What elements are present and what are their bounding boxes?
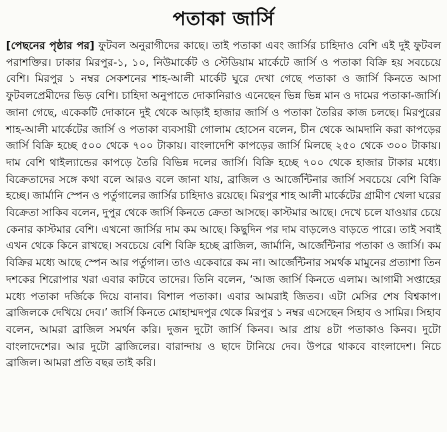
continuation-marker: [পেছনের পৃষ্ঠার পর]	[6, 40, 95, 52]
article-headline: পতাকা জার্সি	[172, 8, 275, 30]
article-body	[6, 38, 441, 372]
article-body-text: ফুটবল অনুরাগীদের কাছে। তাই পতাকা এবং জার্সির চাহিদাও বেশি এই দুই ফুটবল পরাশক্তির। ঢাকার মিরপুর-১, ১০, নিউমার্কেট ও স্টেডিয়াম মার্কেটে জার্সি ও পতাকা বিক্রি হয় সবচেয়ে বেশি। মিরপুর ১ নম্বর সেকশনের শাহ-আলী মার্কেট ঘুরে দেখা গেছে পতাকা ও জার্সি কিনতে আসা ফুটবলপ্রেমীদের ভিড় বেশি। চাহিদা অনুপাতে দোকানিরাও এনেছেন ভিন্ন ভিন্ন মান ও দামের পতাকা-জার্সি। জানা গেছে, একেকটি দোকানে দুই থেকে আড়াই হাজার জার্সি ও পতাকা তৈরির কাজ চলছে। মিরপুরের শাহ-আলী মার্কেটের জার্সি ও পতাকা ব্যবসায়ী গোলাম হোসেন বলেন, চীন থেকে আমদানি করা কাপড়ের জার্সি বিক্রি হচ্ছে ৫০০ থেকে ৭০০ টাকায়। বাংলাদেশি কাপড়ের জার্সি মিলছে ২৫০ থেকে ৩০০ টাকায়। দাম বেশি থাইল্যান্ডের কাপড়ে তৈরি বিভিন্ন দলের জার্সি। বিক্রি হচ্ছে ৭০০ থেকে হাজার টাকার মধ্যে। বিক্রেতাদের সঙ্গে কথা বলে আরও বলে জানা যায়, ব্রাজিল ও আর্জেন্টিনার জার্সি সবচেয়ে বেশি বিক্রি হচ্ছে। জার্মানি স্পেন ও পর্তুগালের জার্সির চাহিদাও রয়েছে। মিরপুর শাহ আলী মার্কেটের গ্রামীণ খেলা ঘরের বিক্রেতা সাকিব বলেন, দুপুর থেকে জার্সি কিনতে ক্রেতা আসছে। কাস্টমার আছে। দেখে চলে যাওয়ার চেয়ে কেনার কাস্টমার বেশি। এখনো জার্সির দাম কম আছে। কিছুদিন পর দাম বাড়লেও বাড়তে পারে। তাই সবাই এখন থেকে কিনে রাখছে। সবচেয়ে বেশি বিক্রি হচ্ছে ব্রাজিল, জার্মানি, আর্জেন্টিনার পতাকা ও জার্সি। কম বিক্রির মধ্যে আছে স্পেন আর পর্তুগাল। তাও একেবারে কম না। আর্জেন্টিনার সমর্থক মামুনের প্রত্যাশা তিন দশকের শিরোপার খরা এবার কাটবে তাদের। তিনি বলেন, ‘আজ জার্সি কিনতে এলাম। আগামী সপ্তাহের মধ্যে পতাকা দর্জিকে দিয়ে বানাব। বিশাল পতাকা। এবার আমরাই জিতব। এটা মেসির শেষ বিশ্বকাপ। ব্রাজিলকে দেখিয়ে দেব।’ জার্সি কিনতে মোহাম্মদপুর থেকে মিরপুর ১ নম্বর এসেছেন সিহাব ও সামির। সিহাব বলেন, আমরা ব্রাজিল সমর্থন করি। দুজন দুটো জার্সি কিনব। আর প্রায় ৪টা পতাকাও কিনব। দুটো বাংলাদেশের। আর দুটো ব্রাজিলের। বারান্দায় ও ছাদে টানিয়ে দেব। উপরে থাকবে বাংলাদেশ। নিচে ব্রাজিল। আমরা প্রতি বছর তাই করি।	[6, 40, 441, 370]
